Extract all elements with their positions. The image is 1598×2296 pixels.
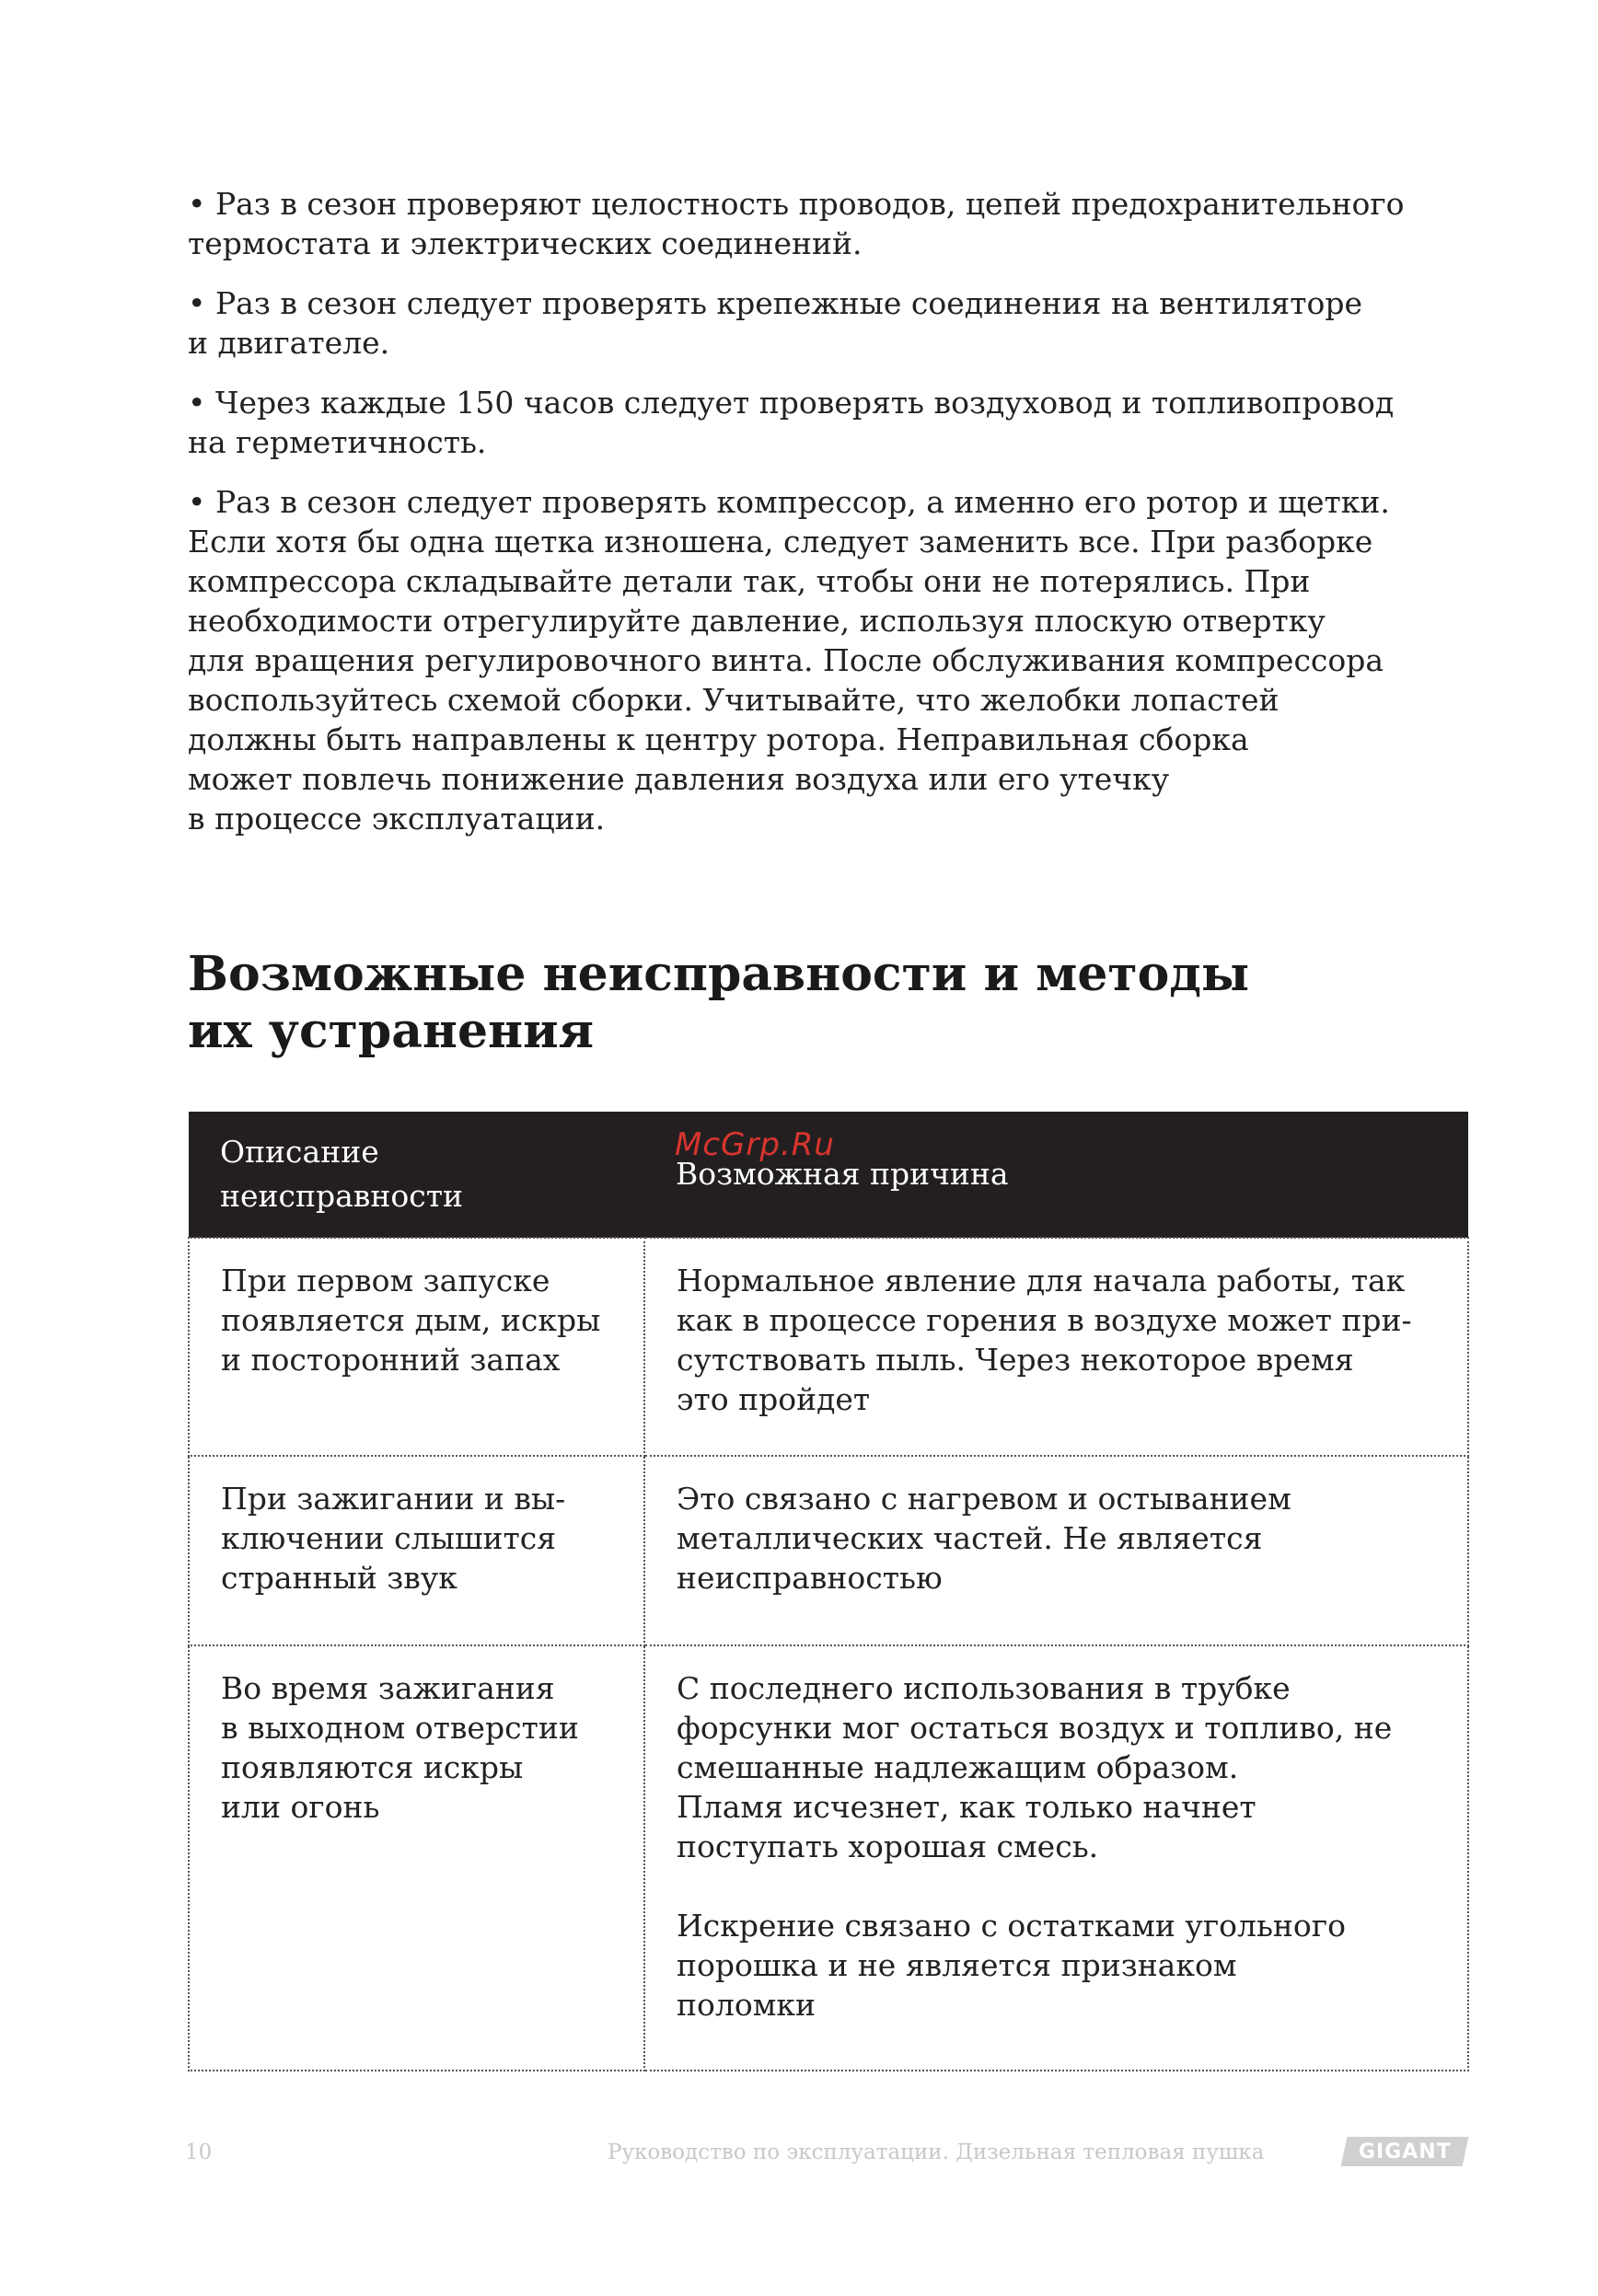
maintenance-bullet: • Через каждые 150 часов следует проверять воздуховод и топливопровод на герметичность. xyxy=(188,385,1395,460)
page-footer xyxy=(0,2137,1598,2174)
brand-logo-text: GIGANT xyxy=(1358,2140,1452,2163)
table-row xyxy=(189,1645,1468,2071)
watermark: McGrp.Ru xyxy=(675,1126,835,1163)
cause-cell: Нормальное явление для начала работы, так как в процессе горения в воздухе может при- сутствовать пыль. Через некоторое время это пройдет xyxy=(644,1238,1468,1456)
manual-title: Руководство по эксплуатации. Дизельная тепловая пушка xyxy=(608,2140,1265,2164)
fault-cell: При зажигании и вы- ключении слышится странный звук xyxy=(189,1456,644,1645)
maintenance-instructions xyxy=(188,184,1467,859)
maintenance-bullet: • Раз в сезон следует проверять компрессор, а именно его ротор и щетки. Если хотя бы одна щетка изношена, следует заменить все. При разборке компрессора складывайте детали так, чтобы они не потерялись. При необходимости отрегулируйте давление, используя плоскую отвертку для вращения регулировочного винта. После обслуживания компрессора воспользуйтесь схемой сборки. Учитывайте, что желобки лопастей должны быть направлены к центру ротора. Неправильная сборка может повлечь понижение давления воздуха или его утечку в процессе эксплуатации. xyxy=(188,484,1390,836)
table-row xyxy=(189,1238,1468,1456)
section-title: Возможные неисправности и методы их устранения xyxy=(188,946,1250,1059)
cause-cell: С последнего использования в трубке форсунки мог остаться воздух и топливо, не смешанные надлежащим образом. Пламя исчезнет, как только начнет поступать хорошая смесь. Искрение связано с остатками угольного порошка и не является признаком поломки xyxy=(644,1645,1468,2071)
table-row xyxy=(189,1456,1468,1645)
fault-cell: Во время зажигания в выходном отверстии появляются искры или огонь xyxy=(189,1645,644,2071)
troubleshooting-table xyxy=(188,1112,1469,2071)
maintenance-bullet: • Раз в сезон проверяют целостность проводов, цепей предохранительного термостата и электрических соединений. xyxy=(188,186,1405,261)
header-possible-cause: Возможная причина xyxy=(644,1112,1468,1238)
page-number: 10 xyxy=(185,2140,213,2164)
brand-logo xyxy=(1341,2137,1469,2166)
fault-cell: При первом запуске появляется дым, искры и посторонний запах xyxy=(189,1238,644,1456)
cause-cell: Это связано с нагревом и остыванием металлических частей. Не является неисправностью xyxy=(644,1456,1468,1645)
maintenance-bullet: • Раз в сезон следует проверять крепежные соединения на вентиляторе и двигателе. xyxy=(188,285,1363,361)
header-fault-description: Описание неисправности xyxy=(189,1112,644,1238)
